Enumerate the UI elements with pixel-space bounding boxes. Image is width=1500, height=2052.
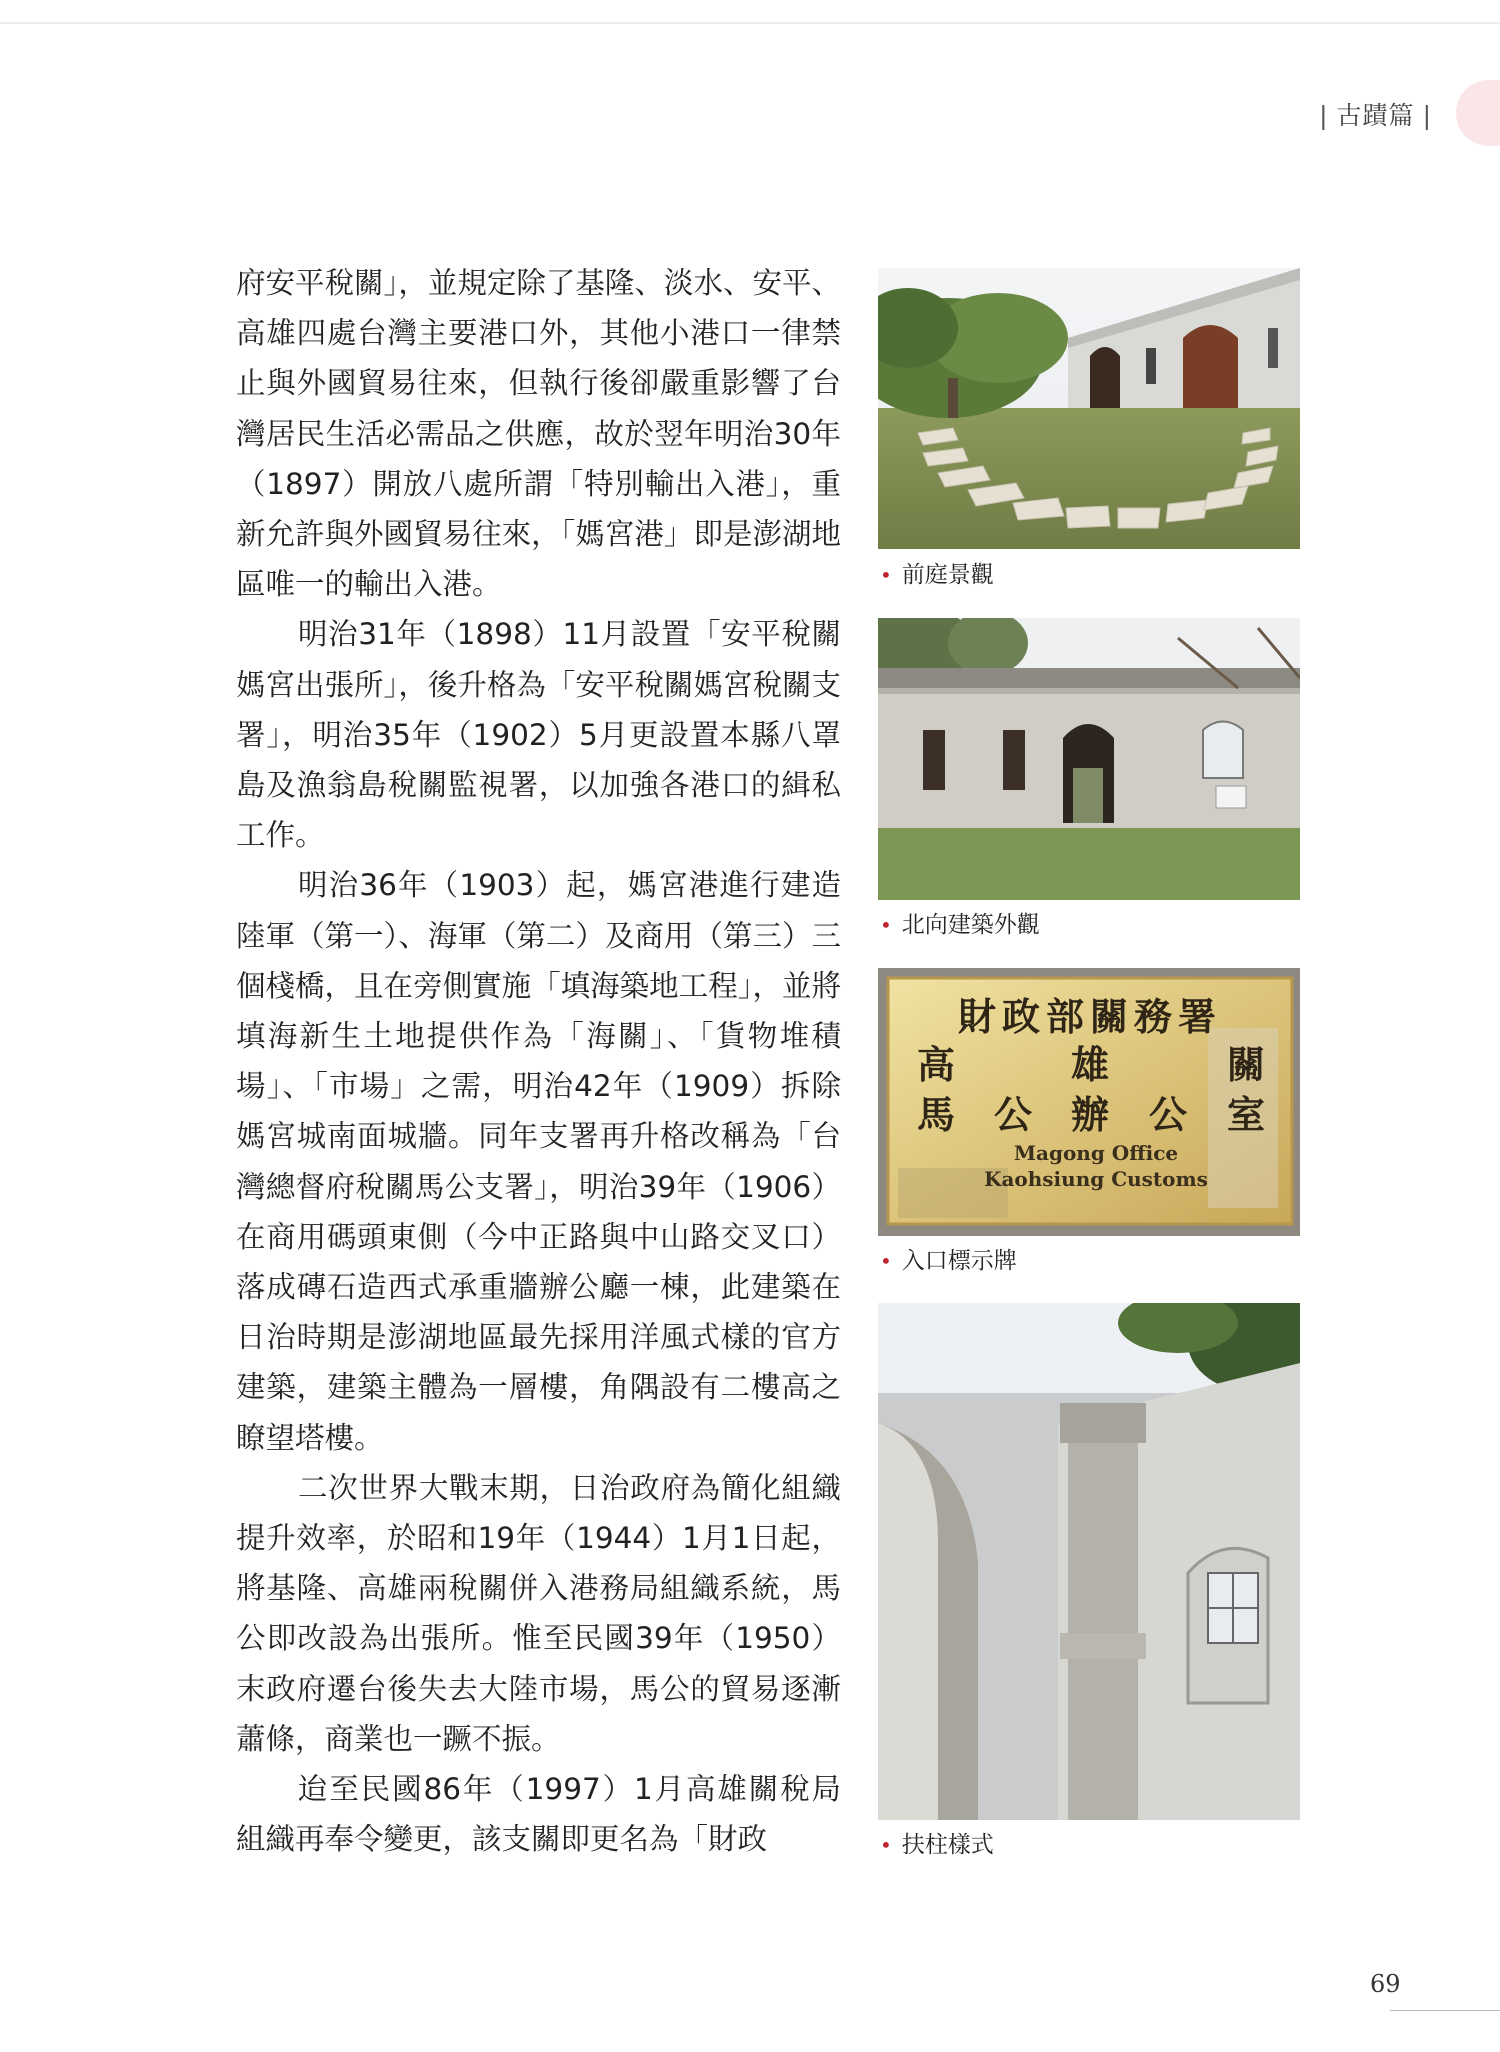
header-rule <box>0 22 1500 24</box>
footer-rule <box>1390 2010 1500 2011</box>
paragraph-4: 二次世界大戰末期，日治政府為簡化組織提升效率，於昭和19年（1944）1月1日起，將基隆、高雄兩稅關併入港務局組織系統，馬公即改設為出張所。惟至民國39年（1950）末政府遷台後失去大陸市場，馬公的貿易逐漸蕭條，商業也一蹶不振。 <box>236 1470 841 1756</box>
section-title: 古蹟篇 <box>1336 101 1415 130</box>
photo-caption-2: • 北向建築外觀 <box>880 912 1040 938</box>
photo-north-facade <box>878 618 1300 900</box>
sign-line-2-right: 關 <box>1226 1042 1266 1087</box>
photo-front-courtyard <box>878 268 1300 549</box>
photo-pilaster-style <box>878 1303 1300 1820</box>
paragraph-1: 府安平稅關」，並規定除了基隆、淡水、安平、高雄四處台灣主要港口外，其他小港口一律禁止與外國貿易往來，但執行後卻嚴重影響了台灣居民生活必需品之供應，故於翌年明治30年（1897）開放八處所謂「特別輸出入港」，重新允許與外國貿易往來，「媽宮港」即是澎湖地區唯一的輸出入港。 <box>236 266 841 602</box>
section-header: | 古蹟篇 | <box>1319 101 1432 130</box>
paragraph-3: 明治36年（1903）起，媽宮港進行建造陸軍（第一）、海軍（第二）及商用（第三）三個棧橋，且在旁側實施「填海築地工程」，並將填海新生土地提供作為「海關」、「貨物堆積場」、「市場」之需，明治42年（1909）拆除媽宮城南面城牆。同年支署再升格改稱為「台灣總督府稅關馬公支署」，明治39年（1906）在商用碼頭東側（今中正路與中山路交叉口）落成磚石造西式承重牆辦公廳一棟，此建築在日治時期是澎湖地區最先採用洋風式樣的官方建築，建築主體為一層樓，角隅設有二樓高之瞭望塔樓。 <box>236 868 841 1455</box>
photo-entrance-sign <box>878 968 1300 1236</box>
sign-line-1: 財政部關務署 <box>957 994 1223 1039</box>
sign-line-2-mid: 雄 <box>1070 1042 1110 1087</box>
sign-line-3-char: 馬 <box>916 1092 956 1137</box>
sign-line-2-left: 高 <box>916 1042 956 1087</box>
paragraph-5: 迨至民國86年（1997）1月高雄關稅局組織再奉令變更，該支關即更名為「財政 <box>236 1772 841 1857</box>
photo-caption-4: • 扶柱樣式 <box>880 1832 994 1858</box>
header-tab-decoration <box>1456 80 1500 146</box>
sign-line-3-char: 辦 <box>1070 1092 1110 1137</box>
page-number: 69 <box>1370 1970 1401 1998</box>
sign-line-3-char: 室 <box>1226 1092 1266 1137</box>
sign-line-3-char: 公 <box>993 1092 1033 1137</box>
photo-caption-3: • 入口標示牌 <box>880 1248 1017 1274</box>
sign-english-2: Kaohsiung Customs <box>984 1167 1208 1191</box>
sign-line-3-char: 公 <box>1148 1092 1188 1137</box>
paragraph-2: 明治31年（1898）11月設置「安平稅關媽宮出張所」，後升格為「安平稅關媽宮稅關支署」，明治35年（1902）5月更設置本縣八罩島及漁翁島稅關監視署，以加強各港口的緝私工作。 <box>236 617 841 853</box>
sign-english-1: Magong Office <box>1013 1141 1179 1165</box>
photo-caption-1: • 前庭景觀 <box>880 562 994 588</box>
body-text <box>236 258 841 1865</box>
